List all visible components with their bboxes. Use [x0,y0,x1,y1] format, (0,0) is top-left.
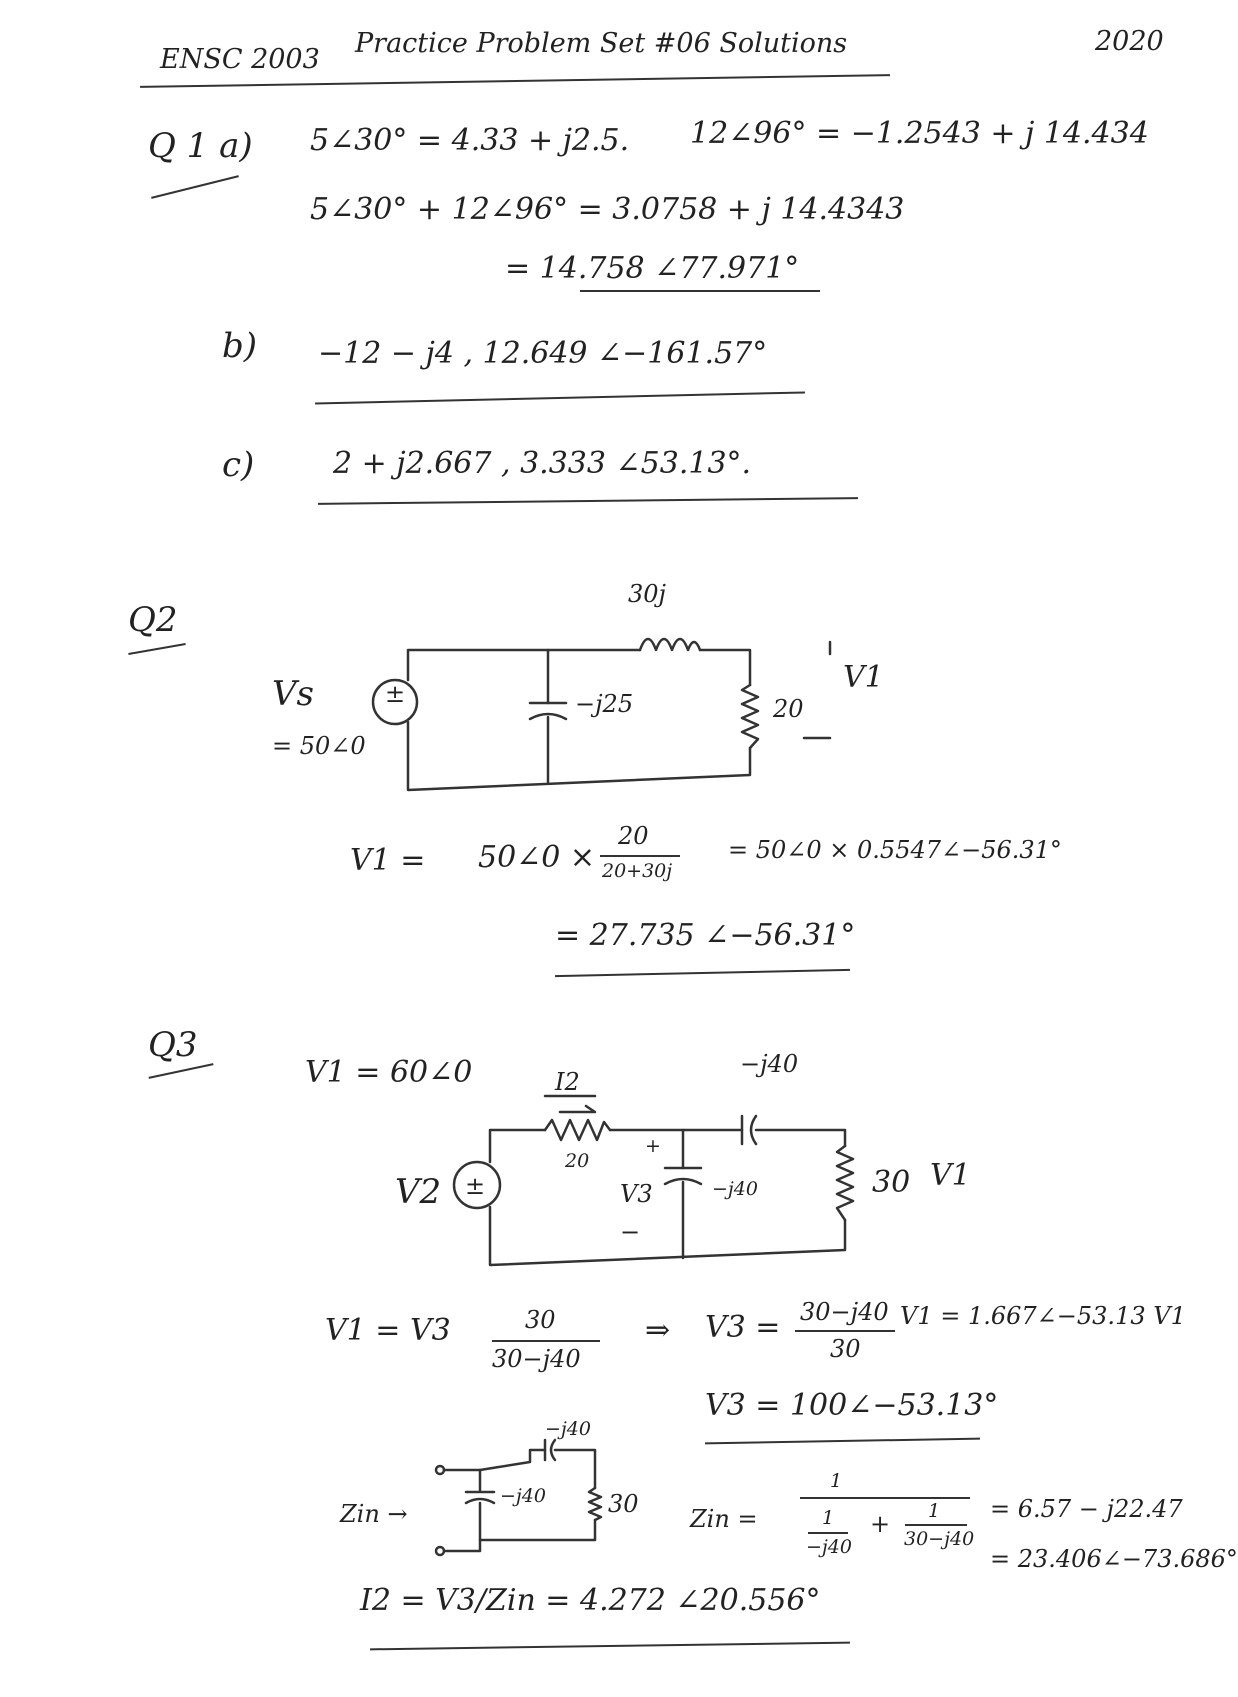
zin-shunt-cap-label: −j40 [500,1485,546,1507]
q3-load-label: 30 [872,1165,911,1200]
q3-frac2-num: 30−j40 [800,1298,889,1326]
zin-wire-left-top [444,1470,480,1490]
q3-v3-plus: + [645,1135,661,1157]
q1a-line1-right: 12∠96° = −1.2543 + j 14.434 [690,116,1149,151]
q3-given: V1 = 60∠0 [305,1055,473,1090]
q2-source-name: Vs [272,674,315,714]
q3-series-cap-label: −j40 [740,1050,799,1078]
q3-shunt-cap-label: −j40 [712,1178,758,1200]
q2-source-polarity: ± [385,680,406,708]
q2-output-label: V1 [843,660,884,695]
zin-wire-left-bottom [444,1540,480,1551]
q3-current-label: I2 [555,1068,580,1096]
q3-v3-label: V3 [620,1180,653,1208]
q3-v1-label: V1 [930,1158,971,1193]
q1b-answer: −12 − j4 , 12.649 ∠−161.57° [318,336,768,371]
zin-outer-num: 1 [830,1470,843,1492]
q3-v3-minus: − [620,1218,641,1246]
q3-source-polarity: ± [465,1172,486,1200]
zin-wire-to-cap [480,1450,545,1470]
q3-frac1-num: 30 [525,1306,556,1334]
zin-bar-b [905,1524,967,1526]
zin-num-b: 1 [928,1500,941,1522]
q2-eq1-lhs: V1 = [350,843,426,878]
q3-frac1-den: 30−j40 [492,1345,581,1373]
q3-eq1-lhs: V1 = V3 [325,1313,451,1348]
zin-arrow-label: Zin → [340,1500,408,1528]
zin-outer-bar [800,1497,970,1499]
zin-bar-a [808,1532,848,1534]
zin-wire-bottom [480,1503,595,1540]
zin-eq-lhs: Zin = [690,1505,758,1533]
zin-result-polar: = 23.406∠−73.686° [990,1545,1238,1573]
q3-resistor-20-label: 20 [565,1150,590,1172]
year-label: 2020 [1095,26,1164,57]
q2-resistor-label: 20 [773,695,804,723]
q2-capacitor-label: −j25 [575,690,634,718]
q1a-line2: 5∠30° + 12∠96° = 3.0758 + j 14.4343 [310,192,905,227]
q3-frac2-den: 30 [830,1335,861,1363]
zin-resistor-label: 30 [608,1490,639,1518]
zin-num-a: 1 [822,1507,835,1529]
q1c-label: c) [222,445,255,485]
zin-den-b: 30−j40 [904,1528,975,1550]
q3-v2-label: V2 [395,1172,442,1212]
zin-result-rect: = 6.57 − j22.47 [990,1495,1183,1523]
q3-v3-result: V3 = 100∠−53.13° [705,1388,999,1423]
q2-eq1-mid: 50∠0 × [478,840,596,875]
q1a-line1-left: 5∠30° = 4.33 + j2.5. [310,123,630,158]
q2-source-value: = 50∠0 [272,732,366,760]
q3-label: Q3 [148,1025,198,1065]
q3-eq2-lhs: V3 = [705,1310,781,1345]
q1c-answer: 2 + j2.667 , 3.333 ∠53.13°. [333,446,752,481]
zin-wire-right-top [555,1450,595,1488]
q2-eq1-rhs: = 50∠0 × 0.5547∠−56.31° [728,836,1062,864]
q2-result: = 27.735 ∠−56.31° [555,918,856,953]
q2-frac-num: 20 [618,822,649,850]
q3-i2-result: I2 = V3/Zin = 4.272 ∠20.556° [360,1583,821,1618]
q3-eq2-rhs: V1 = 1.667∠−53.13 V1 [900,1302,1186,1330]
q3-implies-arrow: ⇒ [645,1313,671,1348]
q2-frac-den: 20+30j [602,860,673,882]
q2-inductor-label: 30j [628,580,666,608]
zin-den-a: −j40 [806,1536,852,1558]
course-code: ENSC 2003 [160,44,320,75]
page-title: Practice Problem Set #06 Solutions [355,28,848,59]
zin-plus: + [870,1510,891,1538]
q1-label: Q 1 a) [148,126,253,166]
q1a-result: = 14.758 ∠77.971° [505,251,800,286]
zin-resistor-symbol [589,1488,601,1520]
q2-label: Q2 [128,600,178,640]
q1b-label: b) [222,326,258,366]
zin-series-cap-label: −j40 [545,1418,591,1440]
